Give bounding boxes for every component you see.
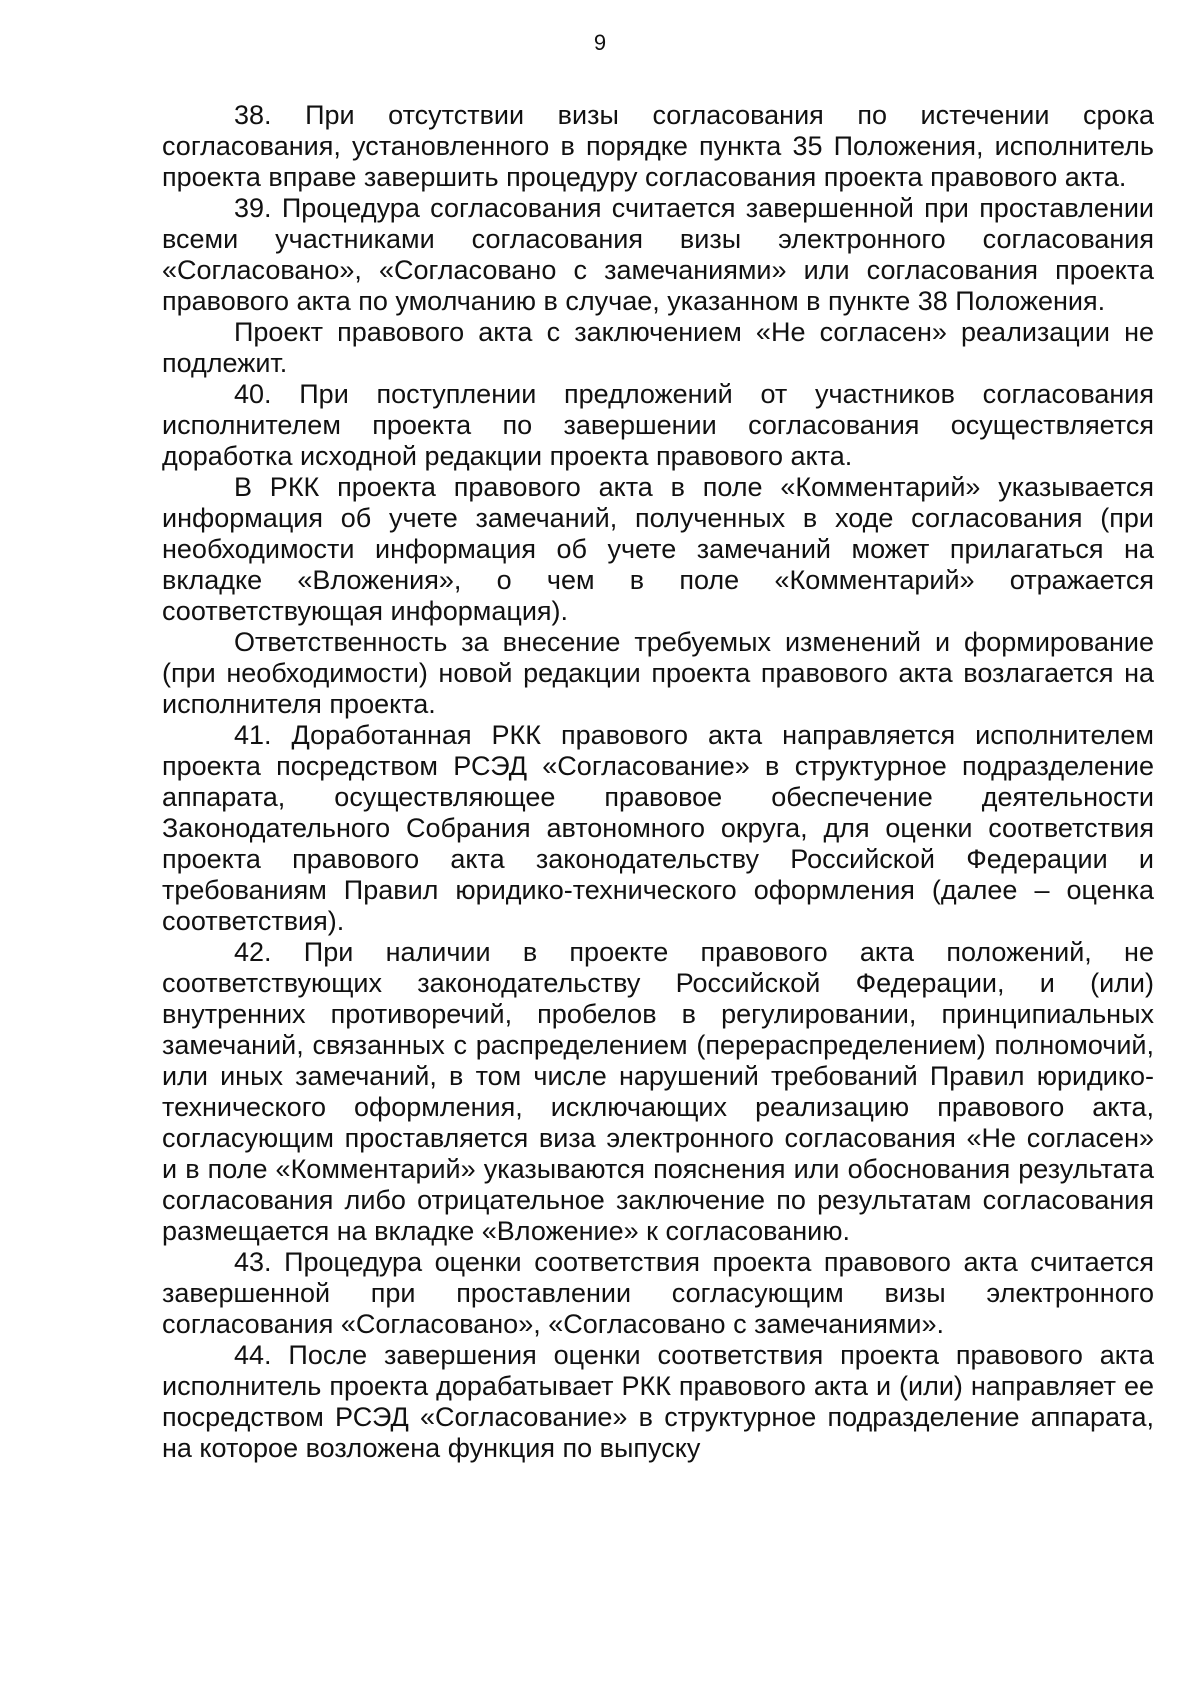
page-number: 9 <box>593 30 607 55</box>
paragraph-40: 40. При поступлении предложений от участников согласования исполнителем проекта по завершении согласования осуществляется доработка исходной редакции проекта правового акта. <box>162 379 1154 471</box>
paragraph-41: 41. Доработанная РКК правового акта направляется исполнителем проекта посредством РСЭД «Согласование» в структурное подразделение аппарата, осуществляющее правовое обеспечение деятельности Законодательного Собрания автономного округа, для оценки соответствия проекта правового акта законодательству Российской Федерации и требованиям Правил юридико-технического оформления (далее – оценка соответствия). <box>162 720 1154 936</box>
paragraph-39: 39. Процедура согласования считается завершенной при проставлении всеми участниками согласования визы электронного согласования «Согласовано», «Согласовано с замечаниями» или согласования проекта правового акта по умолчанию в случае, указанном в пункте 38 Положения. <box>162 193 1154 316</box>
paragraph-38: 38. При отсутствии визы согласования по истечении срока согласования, установленного в порядке пункта 35 Положения, исполнитель проекта вправе завершить процедуру согласования проекта правового акта. <box>162 100 1154 192</box>
paragraph-39-note: Проект правового акта с заключением «Не согласен» реализации не подлежит. <box>162 317 1154 378</box>
paragraph-40-rkk: В РКК проекта правового акта в поле «Комментарий» указывается информация об учете замечаний, полученных в ходе согласования (при необходимости информация об учете замечаний может прилагаться на вкладке «Вложения», о чем в поле «Комментарий» отражается соответствующая информация). <box>162 472 1154 626</box>
paragraph-43: 43. Процедура оценки соответствия проекта правового акта считается завершенной при проставлении согласующим визы электронного согласования «Согласовано», «Согласовано с замечаниями». <box>162 1247 1154 1339</box>
paragraph-40-responsibility: Ответственность за внесение требуемых изменений и формирование (при необходимости) новой редакции проекта правового акта возлагается на исполнителя проекта. <box>162 627 1154 719</box>
paragraph-42: 42. При наличии в проекте правового акта положений, не соответствующих законодательству Российской Федерации, и (или) внутренних противоречий, пробелов в регулировании, принципиальных замечаний, связанных с распределением (перераспределением) полномочий, или иных замечаний, в том числе нарушений требований Правил юридико-технического оформления, исключающих реализацию правового акта, согласующим проставляется виза электронного согласования «Не согласен» и в поле «Комментарий» указываются пояснения или обоснования результата согласования либо отрицательное заключение по результатам согласования размещается на вкладке «Вложение» к согласованию. <box>162 937 1154 1246</box>
document-body <box>162 100 1154 1464</box>
paragraph-44: 44. После завершения оценки соответствия проекта правового акта исполнитель проекта дорабатывает РКК правового акта и (или) направляет ее посредством РСЭД «Согласование» в структурное подразделение аппарата, на которое возложена функция по выпуску <box>162 1340 1154 1463</box>
